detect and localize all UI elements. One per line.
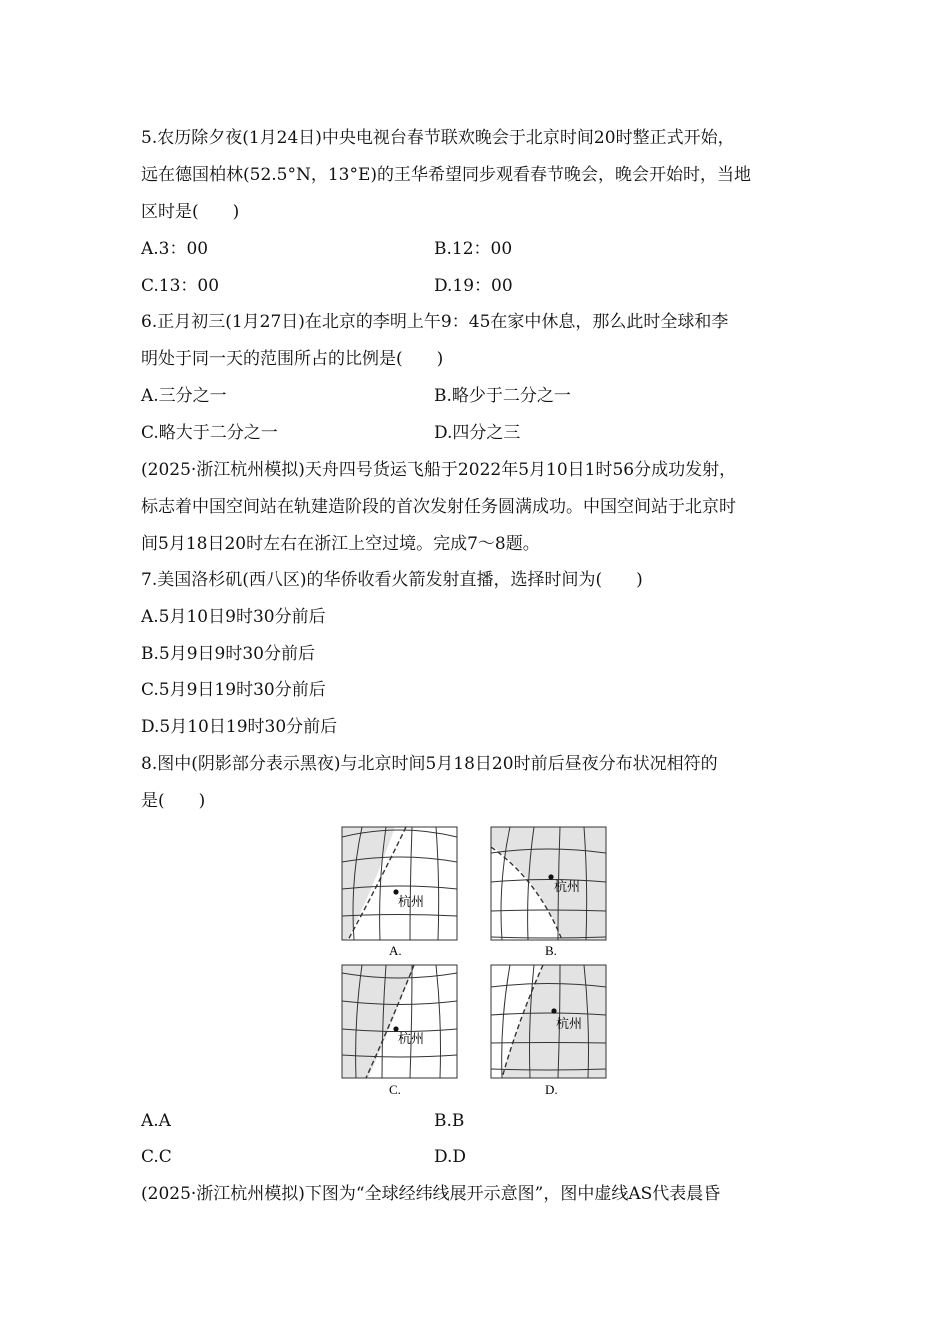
night-shade-c bbox=[342, 965, 414, 1078]
q5-option-b: B.12：00 bbox=[434, 239, 513, 259]
city-label-c: 杭州 bbox=[398, 1032, 425, 1047]
q5-option-a: A.3：00 bbox=[141, 239, 209, 259]
q8-stem-line1: 8.图中(阴影部分表示黑夜)与北京时间5月18日20时前后昼夜分布状况相符的 bbox=[141, 754, 718, 774]
q8-stem-line2: 是( ) bbox=[141, 791, 206, 811]
panel-d bbox=[491, 965, 606, 1097]
night-shade-b bbox=[491, 827, 606, 940]
q5-option-c: C.13：00 bbox=[141, 276, 220, 296]
q6-option-d: D.四分之三 bbox=[434, 423, 521, 443]
q5-stem-line1: 5.农历除夕夜(1月24日)中央电视台春节联欢晚会于北京时间20时整正式开始， bbox=[141, 128, 735, 148]
hangzhou-dot-d bbox=[551, 1008, 556, 1013]
hangzhou-dot-c bbox=[393, 1026, 398, 1031]
intro78-line1: (2025·浙江杭州模拟)天舟四号货运飞船于2022年5月10日1时56分成功发射， bbox=[141, 460, 737, 480]
night-shade-a bbox=[342, 827, 395, 940]
q8-option-c: C.C bbox=[141, 1147, 172, 1167]
q5-stem-line3: 区时是( ) bbox=[141, 202, 240, 222]
panel-label-b: B. bbox=[545, 943, 557, 958]
q7-stem: 7.美国洛杉矶(西八区)的华侨收看火箭发射直播，选择时间为( ) bbox=[141, 570, 643, 590]
panel-a bbox=[342, 827, 457, 958]
day-night-figure bbox=[340, 825, 610, 1100]
q6-option-a: A.三分之一 bbox=[141, 386, 227, 406]
q5-stem-line2: 远在德国柏林(52.5°N，13°E)的王华希望同步观看春节晚会，晚会开始时，当地 bbox=[141, 165, 752, 185]
city-label-b: 杭州 bbox=[554, 880, 581, 895]
q6-stem-line2: 明处于同一天的范围所占的比例是( ) bbox=[141, 349, 444, 369]
q5-option-d: D.19：00 bbox=[434, 276, 513, 296]
night-shade-d bbox=[502, 965, 606, 1078]
q6-option-c: C.略大于二分之一 bbox=[141, 423, 278, 443]
next-intro-line1: (2025·浙江杭州模拟)下图为“全球经纬线展开示意图”，图中虚线AS代表晨昏 bbox=[141, 1184, 721, 1204]
q7-option-d: D.5月10日19时30分前后 bbox=[141, 717, 338, 737]
panel-b bbox=[491, 827, 606, 958]
q7-option-a: A.5月10日9时30分前后 bbox=[141, 607, 326, 627]
panel-label-a: A. bbox=[389, 943, 402, 958]
q8-option-b: B.B bbox=[434, 1111, 465, 1131]
intro78-line3: 间5月18日20时左右在浙江上空过境。完成7～8题。 bbox=[141, 534, 540, 554]
panel-c bbox=[342, 965, 457, 1097]
q7-option-b: B.5月9日9时30分前后 bbox=[141, 644, 315, 664]
panel-label-c: C. bbox=[389, 1082, 401, 1097]
q6-stem-line1: 6.正月初三(1月27日)在北京的李明上午9：45在家中休息，那么此时全球和李 bbox=[141, 312, 729, 332]
q8-option-d: D.D bbox=[434, 1147, 467, 1167]
city-label-a: 杭州 bbox=[398, 895, 425, 910]
hangzhou-dot-b bbox=[548, 874, 553, 879]
intro78-line2: 标志着中国空间站在轨建造阶段的首次发射任务圆满成功。中国空间站于北京时 bbox=[141, 497, 736, 517]
q7-option-c: C.5月9日19时30分前后 bbox=[141, 680, 326, 700]
hangzhou-dot-a bbox=[393, 889, 398, 894]
q6-option-b: B.略少于二分之一 bbox=[434, 386, 571, 406]
panel-label-d: D. bbox=[545, 1082, 558, 1097]
q8-option-a: A.A bbox=[141, 1111, 171, 1131]
city-label-d: 杭州 bbox=[556, 1017, 583, 1032]
